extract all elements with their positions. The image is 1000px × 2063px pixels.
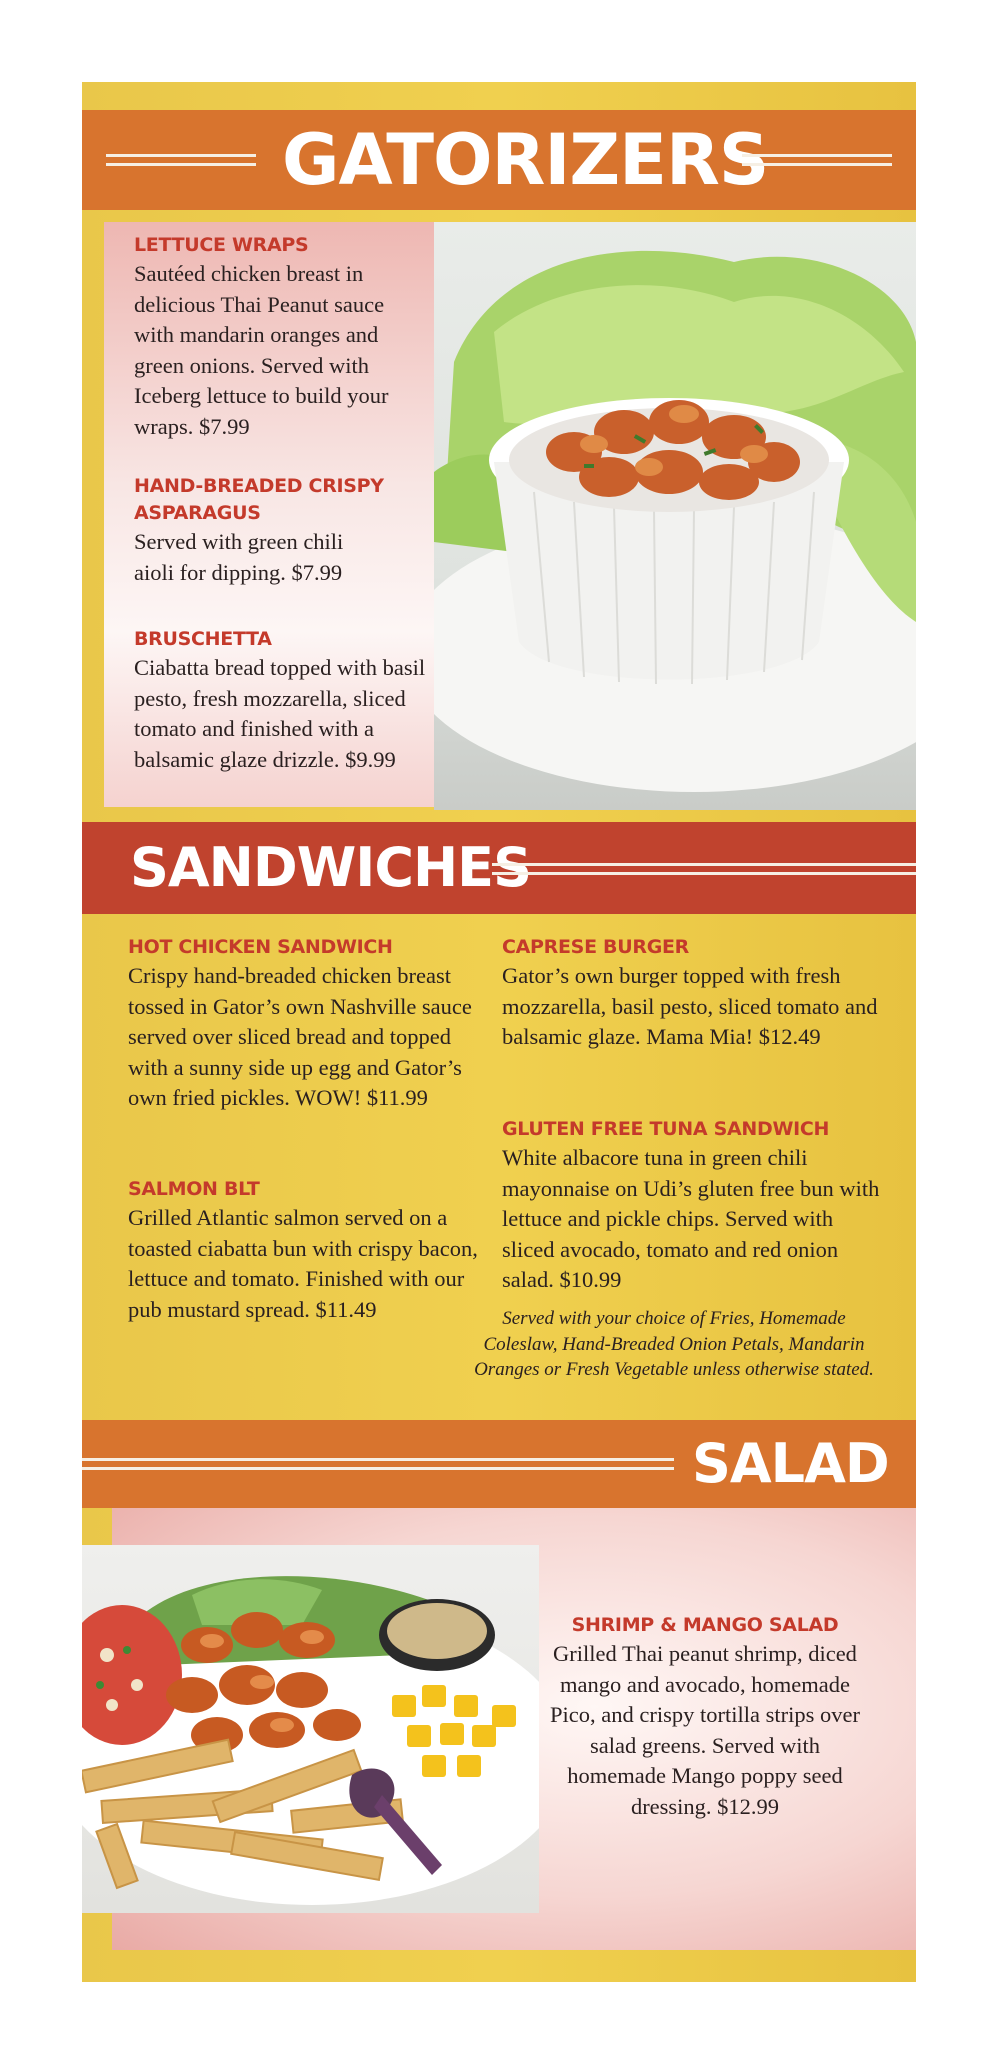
decorative-rule xyxy=(82,1458,674,1470)
item-title: CAPRESE BURGER xyxy=(502,936,690,958)
salad-header xyxy=(82,1420,916,1508)
item-title: GLUTEN FREE TUNA SANDWICH xyxy=(502,1118,830,1140)
item-description: Served with green chili aioli for dipping. $7.99 xyxy=(134,529,344,585)
menu-item-lettuce-wraps xyxy=(134,232,429,442)
menu-item-bruschetta xyxy=(134,626,429,775)
menu-item-caprese-burger xyxy=(502,934,882,1053)
item-title: HOT CHICKEN SANDWICH xyxy=(128,936,393,958)
item-title: BRUSCHETTA xyxy=(134,628,272,650)
menu-item-salmon-blt xyxy=(128,1176,486,1325)
sides-note: Served with your choice of Fries, Homemade Coleslaw, Hand-Breaded Onion Petals, Mandarin Oranges or Fresh Vegetable unless otherwise stated. xyxy=(474,1308,874,1380)
item-description: Grilled Atlantic salmon served on a toasted ciabatta bun with crispy bacon, lettuce and tomato. Finished with our pub mustard spread. $11.49 xyxy=(128,1205,478,1322)
section-title-gatorizers: GATORIZERS xyxy=(282,119,769,201)
sandwiches-header xyxy=(82,822,916,914)
decorative-rule xyxy=(742,154,892,166)
item-description: White albacore tuna in green chili mayonnaise on Udi’s gluten free bun with lettuce and pickle chips. Served with sliced avocado, tomato and red onion salad. $10.99 xyxy=(502,1145,880,1292)
decorative-rule xyxy=(492,863,916,875)
shrimp-mango-salad-photo xyxy=(82,1545,539,1913)
section-title-sandwiches: SANDWICHES xyxy=(130,836,531,899)
item-title: HAND-BREADED CRISPY ASPARAGUS xyxy=(134,475,384,524)
gatorizers-header xyxy=(82,110,916,210)
menu-item-shrimp-mango-salad xyxy=(540,1612,870,1822)
menu-item-gluten-free-tuna-sandwich xyxy=(502,1116,882,1296)
decorative-rule xyxy=(106,154,256,166)
section-title-salad: SALAD xyxy=(692,1432,889,1495)
item-description: Gator’s own burger topped with fresh mozzarella, basil pesto, sliced tomato and balsamic glaze. Mama Mia! $12.49 xyxy=(502,963,878,1049)
item-description: Crispy hand-breaded chicken breast tossed in Gator’s own Nashville sauce served over sliced bread and topped with a sunny side up egg and Gator’s own fried pickles. WOW! $11.99 xyxy=(128,963,472,1110)
item-description: Sautéed chicken breast in delicious Thai Peanut sauce with mandarin oranges and green onions. Served with Iceberg lettuce to build your wraps. $7.99 xyxy=(134,261,389,439)
item-title: SHRIMP & MANGO SALAD xyxy=(571,1614,839,1636)
menu-item-asparagus xyxy=(134,473,429,588)
menu-item-hot-chicken-sandwich xyxy=(128,934,490,1114)
item-title: SALMON BLT xyxy=(128,1178,260,1200)
item-description: Ciabatta bread topped with basil pesto, fresh mozzarella, sliced tomato and finished with a balsamic glaze drizzle. $9.99 xyxy=(134,655,426,772)
lettuce-wraps-photo xyxy=(434,222,916,810)
item-title: LETTUCE WRAPS xyxy=(134,234,309,256)
item-description: Grilled Thai peanut shrimp, diced mango and avocado, homemade Pico, and crispy tortilla strips over salad greens. Served with homemade Mango poppy seed dressing. $12.99 xyxy=(550,1641,860,1819)
